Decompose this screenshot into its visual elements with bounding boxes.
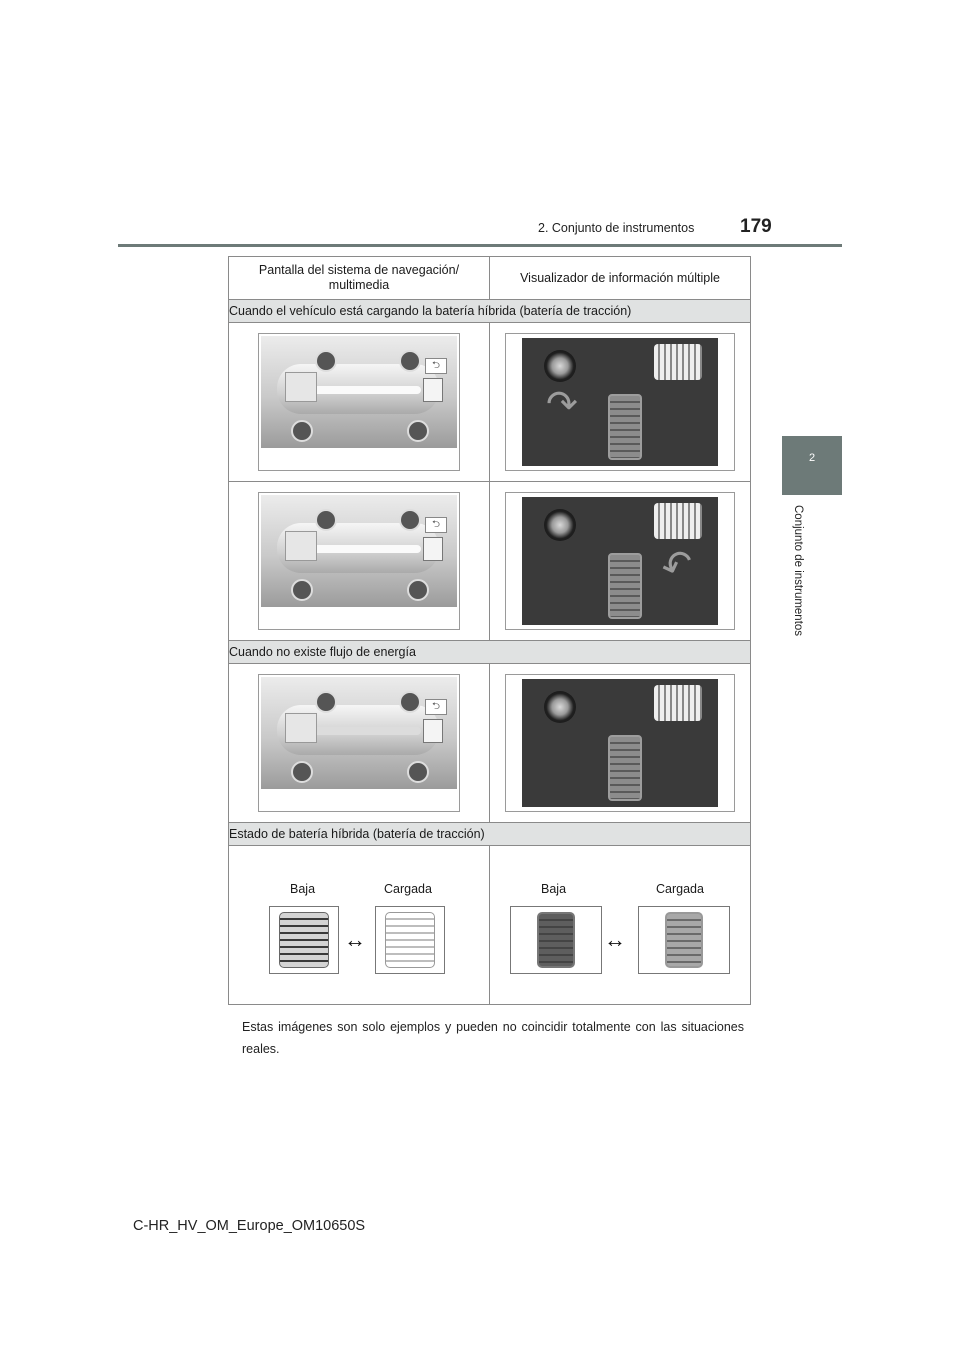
navigation-screen-image [258,492,460,630]
table-row [229,323,751,482]
section-label-no-flow: Cuando no existe flujo de energía [229,641,751,664]
section-label-battery-state: Estado de batería híbrida (batería de tracción) [229,823,751,846]
engine-icon [285,372,317,402]
section-row-no-flow [229,641,751,664]
section-row-charging [229,300,751,323]
document-footer: C-HR_HV_OM_Europe_OM10650S [133,1218,366,1234]
battery-charged-icon [375,906,445,974]
page-number: 179 [740,216,772,237]
mfd-screen-image [505,674,735,812]
header-cell-navigation: Pantalla del sistema de navegación/ multimedia [229,257,490,300]
back-icon: ⮌ [425,517,447,533]
table-row [229,482,751,641]
battery-icon [608,735,642,801]
wheel-icon [407,420,429,442]
label-low: Baja [290,882,316,896]
table-header-row [229,257,751,300]
swap-arrow-icon: ↔ [604,927,626,952]
wheel-icon [291,579,313,601]
battery-icon [423,378,443,402]
label-charged: Cargada [656,882,704,896]
header-rule [118,244,842,247]
wheel-icon [407,579,429,601]
energy-monitor-table [228,256,751,1005]
wheel-icon [315,350,337,372]
wheel-icon [407,761,429,783]
label-charged: Cargada [384,882,432,896]
wheel-icon [399,509,421,531]
battery-low-icon [269,906,339,974]
tire-icon [544,350,576,382]
table-row [229,664,751,823]
wheel-icon [291,761,313,783]
wheel-icon [315,691,337,713]
energy-flow-arrow-icon: ↷ [546,384,578,426]
chapter-title: Conjunto de instrumentos [792,505,804,637]
engine-icon [654,503,702,539]
chapter-number: 2 [808,452,816,464]
battery-icon [608,553,642,619]
header-cell-mfd: Visualizador de información múltiple [490,257,751,300]
energy-flow-arrow-icon: ↷ [655,540,701,592]
battery-charged-icon [638,906,730,974]
back-icon: ⮌ [425,699,447,715]
engine-icon [654,344,702,380]
battery-icon [423,719,443,743]
mfd-screen-image [505,492,735,630]
wheel-icon [291,420,313,442]
caption-note: Estas imágenes son solo ejemplos y pueden no coincidir totalmente con las situaciones reales. [242,1020,744,1056]
battery-icon [423,537,443,561]
label-low: Baja [541,882,567,896]
wheel-icon [399,350,421,372]
tire-icon [544,509,576,541]
swap-arrow-icon: ↔ [344,927,366,952]
mfd-screen-image [505,333,735,471]
battery-low-icon [510,906,602,974]
navigation-screen-image [258,333,460,471]
section-label-charging: Cuando el vehículo está cargando la batería híbrida (batería de tracción) [229,300,751,323]
battery-icon [608,394,642,460]
engine-icon [285,713,317,743]
chapter-tab [782,436,842,495]
wheel-icon [399,691,421,713]
engine-icon [654,685,702,721]
navigation-screen-image [258,674,460,812]
table-row [229,846,751,1005]
running-header-section: 2. Conjunto de instrumentos [538,221,695,235]
back-icon: ⮌ [425,358,447,374]
wheel-icon [315,509,337,531]
engine-icon [285,531,317,561]
section-row-battery-state [229,823,751,846]
tire-icon [544,691,576,723]
